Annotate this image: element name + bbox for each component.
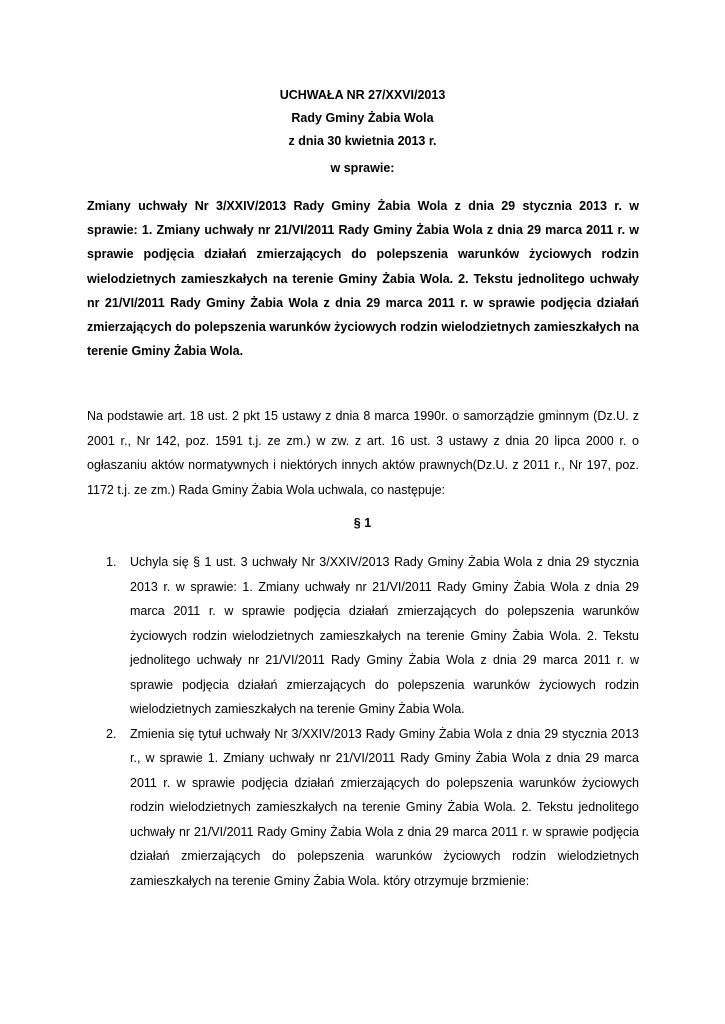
resolution-date: z dnia 30 kwietnia 2013 r. — [288, 134, 437, 148]
council-name: Rady Gminy Żabia Wola — [291, 111, 434, 125]
document-header — [0, 84, 725, 180]
list-item-text: Uchyla się § 1 ust. 3 uchwały Nr 3/XXIV/2013 Rady Gminy Żabia Wola z dnia 29 stycznia 2013 r. w sprawie: 1. Zmiany uchwały nr 21/VI/2011 Rady Gminy Żabia Wola z dnia 29 marca 2011 r. w sprawie podjęcia działań zmierzających do polepszenia warunków życiowych rodzin wielodzietnych zamieszkałych na terenie Gminy Żabia Wola. 2. Tekstu jednolitego uchwały nr 21/VI/2011 Rady Gminy Żabia Wola z dnia 29 marca 2011 r. w sprawie podjęcia działań zmierzających do polepszenia warunków życiowych rodzin wielodzietnych zamieszkałych na terenie Gminy Żabia Wola. — [130, 555, 639, 716]
resolution-subject: Zmiany uchwały Nr 3/XXIV/2013 Rady Gminy Żabia Wola z dnia 29 stycznia 2013 r. w sprawie: 1. Zmiany uchwały nr 21/VI/2011 Rady Gminy Żabia Wola z dnia 29 marca 2011 r. w sprawie podjęcia działań zmierzających do polepszenia warunków życiowych rodzin wielodzietnych zamieszkałych na terenie Gminy Żabia Wola. 2. Tekstu jednolitego uchwały nr 21/VI/2011 Rady Gminy Żabia Wola z dnia 29 marca 2011 r. w sprawie podjęcia działań zmierzających do polepszenia warunków życiowych rodzin wielodzietnych zamieszkałych na terenie Gminy Żabia Wola. — [87, 199, 639, 359]
list-item-text: Zmienia się tytuł uchwały Nr 3/XXIV/2013 Rady Gminy Żabia Wola z dnia 29 stycznia 2013 r., w sprawie 1. Zmiany uchwały nr 21/VI/2011 Rady Gminy Żabia Wola z dnia 29 marca 2011 r. w sprawie podjęcia działań zmierzających do polepszenia warunków życiowych rodzin wielodzietnych zamieszkałych na terenie Gminy Żabia Wola. 2. Tekstu jednolitego uchwały nr 21/VI/2011 Rady Gminy Żabia Wola z dnia 29 marca 2011 r. w sprawie podjęcia działań zmierzających do polepszenia warunków życiowych rodzin wielodzietnych zamieszkałych na terenie Gminy Żabia Wola. który otrzymuje brzmienie: — [130, 726, 639, 888]
section-heading: § 1 — [353, 516, 372, 530]
list-item — [87, 550, 639, 722]
resolution-title: UCHWAŁA NR 27/XXVI/2013 — [279, 88, 446, 102]
list-item-number: 2. — [106, 726, 117, 741]
list-item — [87, 722, 639, 894]
regarding-label: w sprawie: — [330, 161, 395, 175]
legal-basis: Na podstawie art. 18 ust. 2 pkt 15 ustawy z dnia 8 marca 1990r. o samorządzie gminnym (Dz.U. z 2001 r., Nr 142, poz. 1591 t.j. ze zm.) w zw. z art. 16 ust. 3 ustawy z dnia 20 lipca 2000 r. o ogłaszaniu aktów normatywnych i niektórych innych aktów prawnych(Dz.U. z 2011 r., Nr 197, poz. 1172 t.j. ze zm.) Rada Gminy Żabia Wola uchwala, co następuje: — [87, 409, 639, 497]
provisions-list — [87, 550, 639, 893]
list-item-number: 1. — [106, 555, 117, 569]
